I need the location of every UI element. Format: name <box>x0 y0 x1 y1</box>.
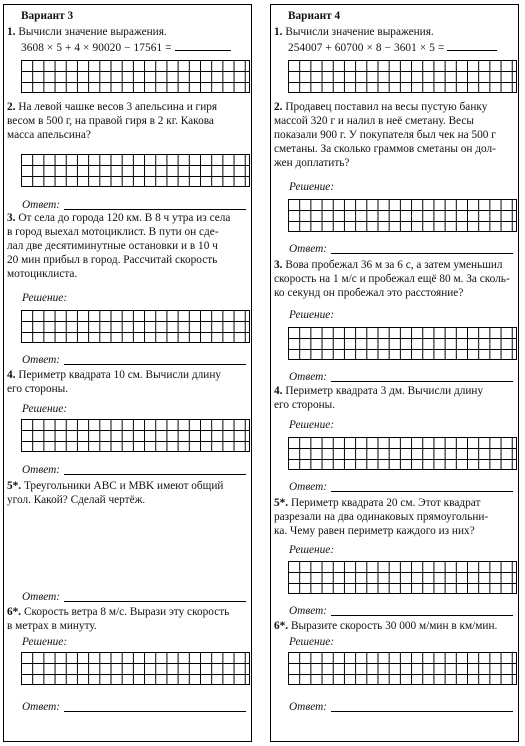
answer-line[interactable] <box>331 380 513 382</box>
task-6: 6*. Скорость ветра 8 м/с. Вырази эту скорость в метрах в минуту. <box>7 606 230 632</box>
answer-label: Ответ: <box>289 481 328 493</box>
answer-line[interactable] <box>64 600 246 602</box>
grid-area[interactable] <box>21 310 250 343</box>
grid-area[interactable] <box>288 327 517 360</box>
task-6: 6*. Выразите скорость 30 000 м/мин в км/мин. <box>274 620 498 632</box>
solution-label: Решение: <box>289 181 335 193</box>
variant-3-column <box>3 4 252 742</box>
grid-area[interactable] <box>288 437 517 470</box>
answer-label: Ответ: <box>22 591 61 603</box>
task-4: 4. Периметр квадрата 3 дм. Вычисли длину его стороны. <box>274 385 484 411</box>
solution-label: Решение: <box>289 636 335 648</box>
task-1: 1. Вычисли значение выражения. <box>7 26 167 38</box>
task-4: 4. Периметр квадрата 10 см. Вычисли длину его стороны. <box>7 369 222 395</box>
grid-area[interactable] <box>21 60 250 93</box>
answer-label: Ответ: <box>289 701 328 713</box>
answer-line[interactable] <box>64 473 246 475</box>
answer-blank[interactable] <box>447 40 497 51</box>
task-1: 1. Вычисли значение выражения. <box>274 26 434 38</box>
solution-label: Решение: <box>289 544 335 556</box>
task-2: 2. Продавец поставил на весы пустую банку массой 320 г и налил в неё сметану. Весы показали 900 г. У покупателя был чек на 500 г сметаны. За сколько граммов сметаны он дол- жен доплатить? <box>274 101 496 169</box>
grid-area[interactable] <box>288 652 517 685</box>
answer-line[interactable] <box>331 710 513 712</box>
solution-label: Решение: <box>289 419 335 431</box>
answer-label: Ответ: <box>22 199 61 211</box>
answer-label: Ответ: <box>289 605 328 617</box>
grid-area[interactable] <box>21 419 250 452</box>
task-1-expression: 254007 + 60700 × 8 − 3601 × 5 = <box>288 40 497 55</box>
answer-blank[interactable] <box>175 40 231 51</box>
answer-label: Ответ: <box>289 371 328 383</box>
grid-area[interactable] <box>21 652 250 685</box>
grid-area[interactable] <box>288 561 517 594</box>
grid-area[interactable] <box>288 199 517 232</box>
solution-label: Решение: <box>289 309 335 321</box>
task-3: 3. От села до города 120 км. В 8 ч утра из села в город выехал мотоциклист. В пути он сде- лал две десятиминутные остановки и в 10 ч 20 мин прибыл в город. Рассчитай скорость мотоциклиста. <box>7 212 231 280</box>
solution-label: Решение: <box>22 292 68 304</box>
answer-label: Ответ: <box>22 701 61 713</box>
answer-label: Ответ: <box>22 464 61 476</box>
answer-label: Ответ: <box>22 354 61 366</box>
task-5: 5*. Периметр квадрата 20 см. Этот квадрат разрезали на два одинаковых прямоугольни- ка. Чему равен периметр каждого из них? <box>274 497 489 537</box>
answer-line[interactable] <box>331 252 513 254</box>
answer-line[interactable] <box>64 208 246 210</box>
answer-label: Ответ: <box>289 243 328 255</box>
grid-area[interactable] <box>288 60 517 93</box>
grid-area[interactable] <box>21 154 250 187</box>
answer-line[interactable] <box>331 614 513 616</box>
solution-label: Решение: <box>22 636 68 648</box>
answer-line[interactable] <box>64 710 246 712</box>
answer-line[interactable] <box>64 363 246 365</box>
variant-4-column <box>270 4 519 742</box>
task-5: 5*. Треугольники ABC и MBK имеют общий угол. Какой? Сделай чертёж. <box>7 480 224 506</box>
solution-label: Решение: <box>22 403 68 415</box>
variant-title: Вариант 3 <box>21 10 74 22</box>
task-1-expression: 3608 × 5 + 4 × 90020 − 17561 = <box>21 40 231 55</box>
answer-line[interactable] <box>331 490 513 492</box>
task-2: 2. На левой чашке весов 3 апельсина и гиря весом в 500 г, на правой гиря в 2 кг. Какова масса апельсина? <box>7 101 218 141</box>
task-3: 3. Вова пробежал 36 м за 6 с, а затем уменьшил скорость на 1 м/с и пробежал ещё 80 м. За сколь- ко секунд он пробежал это расстояние? <box>274 259 510 299</box>
variant-title: Вариант 4 <box>288 10 341 22</box>
